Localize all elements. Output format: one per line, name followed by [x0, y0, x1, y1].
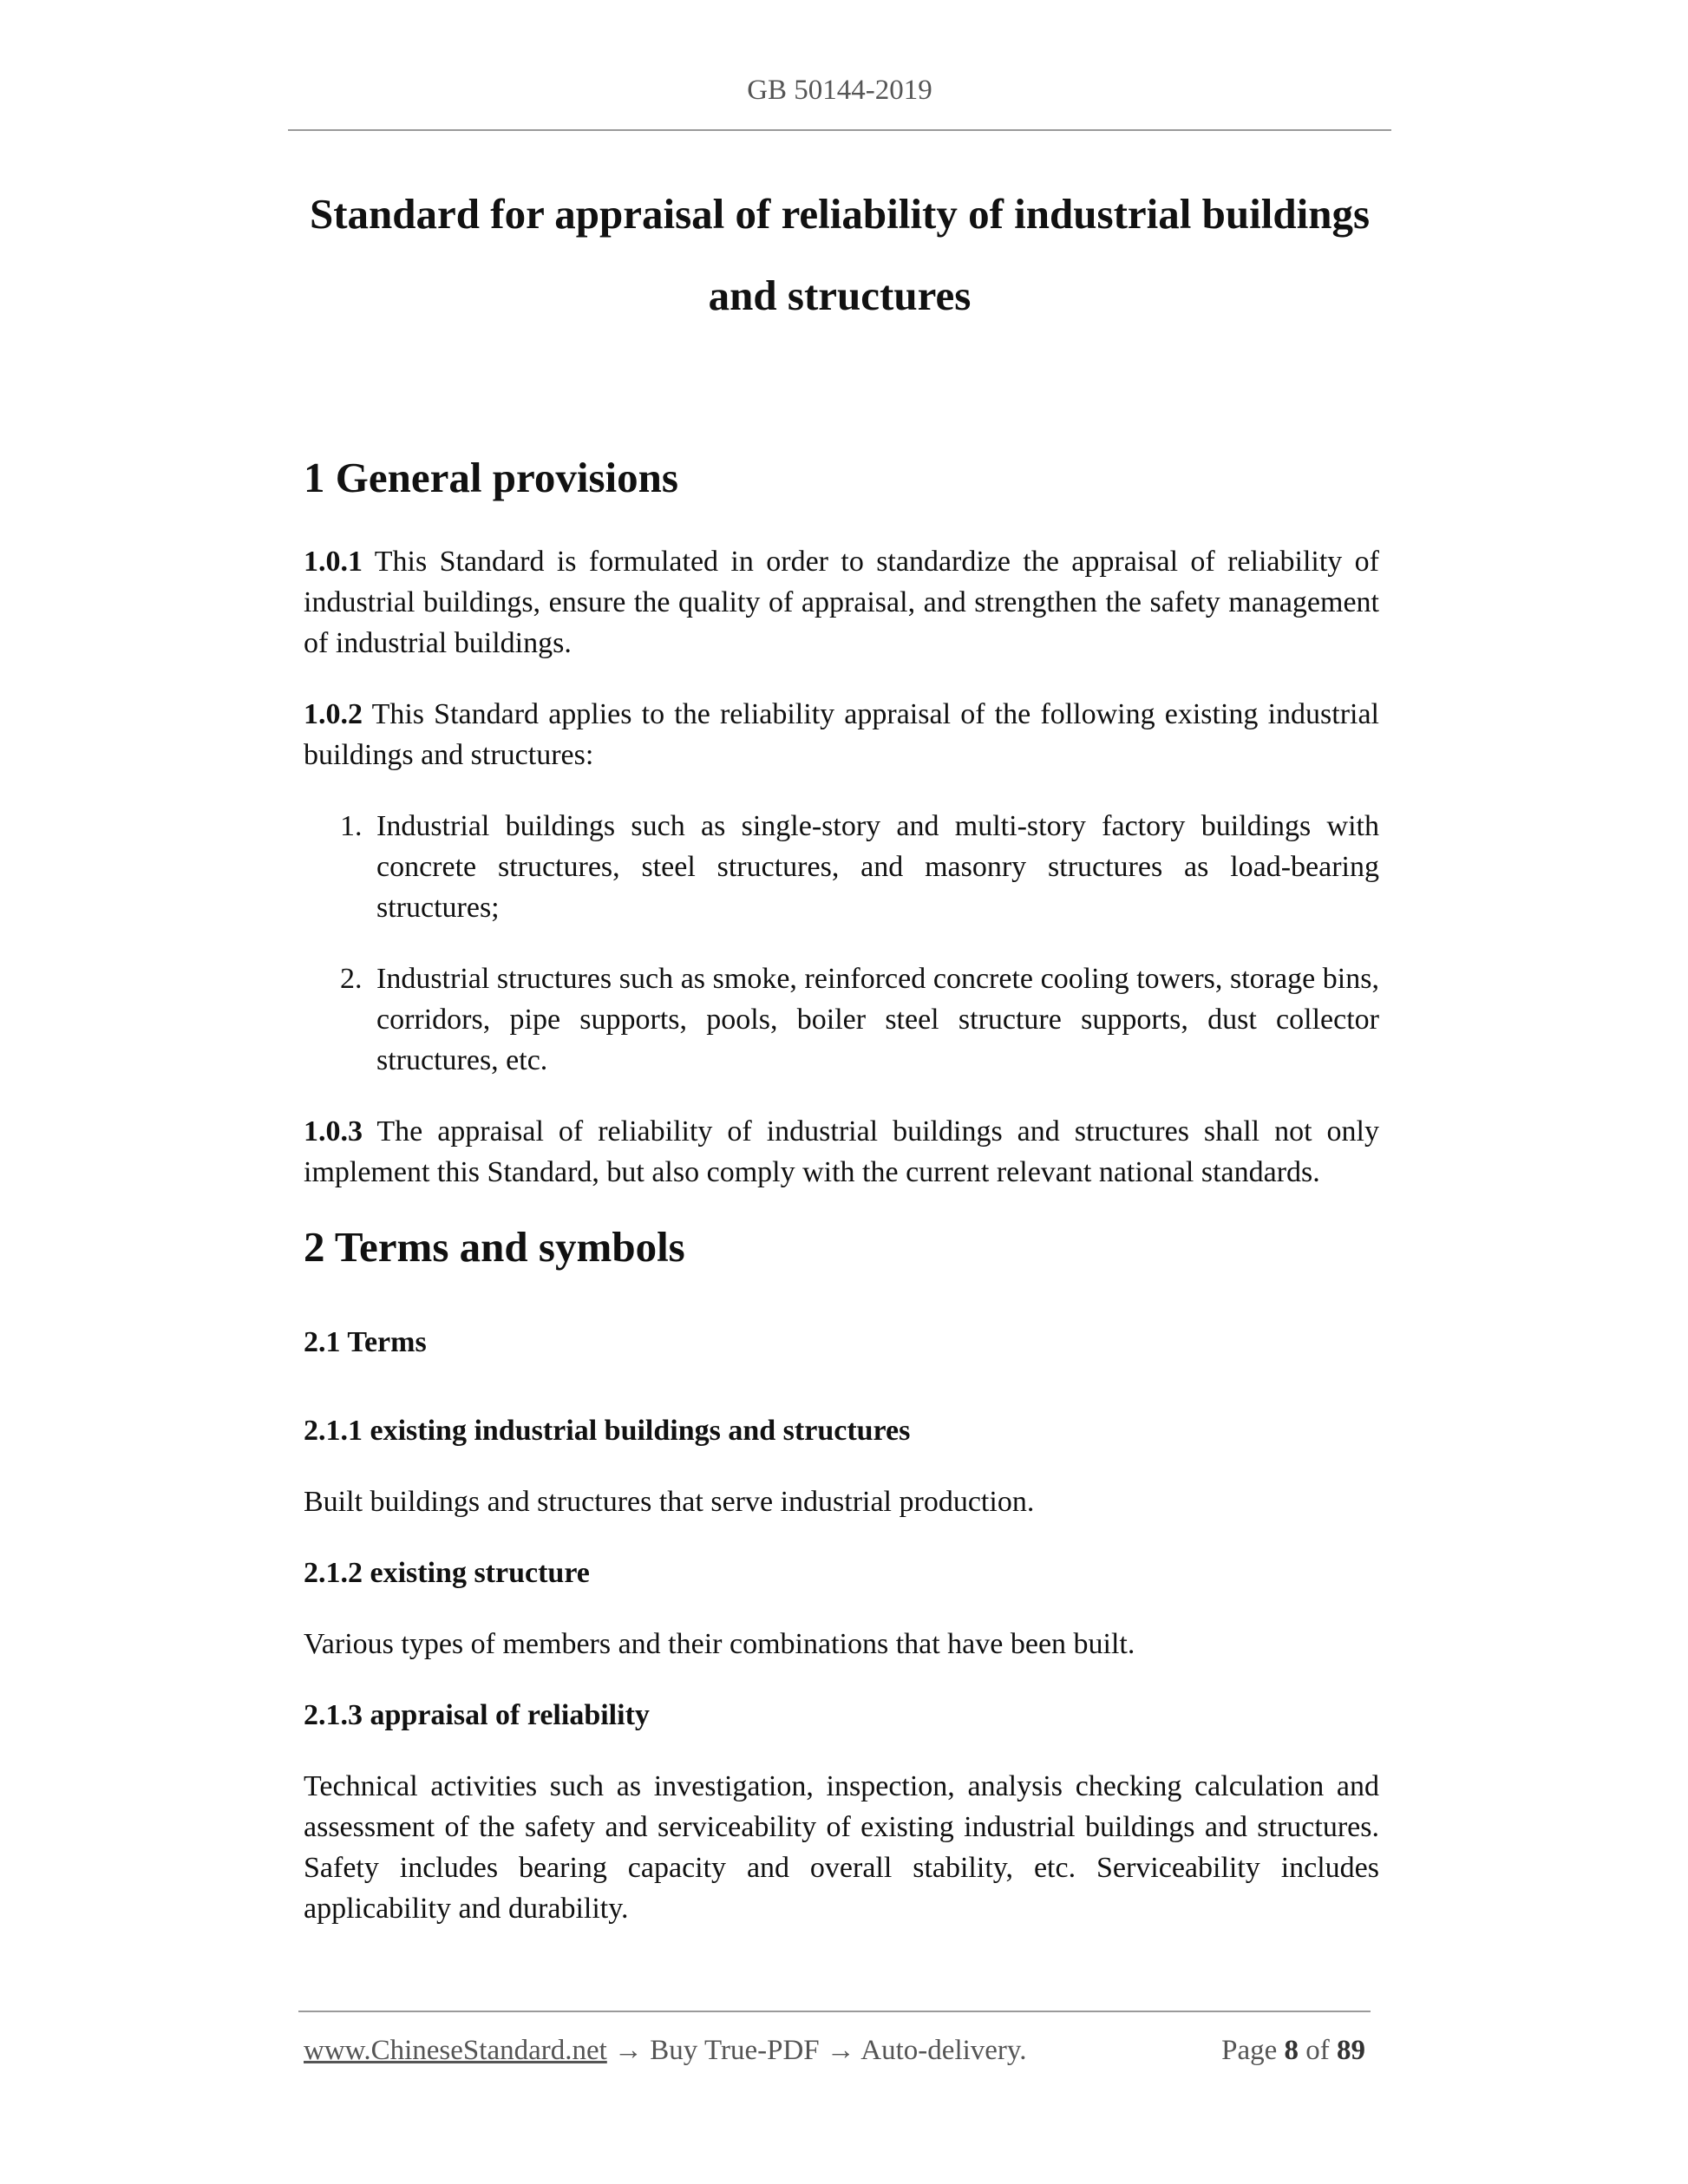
document-title	[288, 173, 1391, 337]
clause-number: 1.0.1	[304, 546, 363, 578]
title-line-2: and structures	[708, 271, 972, 319]
clause-number: 1.0.3	[304, 1115, 363, 1148]
purchase-note: → Buy True-PDF → Auto-delivery.	[614, 2035, 1027, 2066]
list-item	[340, 958, 1379, 1081]
footer-divider	[298, 2011, 1371, 2012]
clause-1-0-2	[304, 694, 1379, 775]
clause-text: This Standard is formulated in order to standardize the appraisal of reliability of industrial buildings, ensure the quality of appraisal, and strengthen the safety management of industrial buildings.	[304, 546, 1379, 659]
clause-text: This Standard applies to the reliability appraisal of the following existing industrial buildings and structures:	[304, 698, 1379, 771]
list-number: 2.	[340, 963, 363, 995]
clause-number: 1.0.2	[304, 698, 363, 730]
clause-text: The appraisal of reliability of industrial buildings and structures shall not only implement this Standard, but also comply with the current relevant national standards.	[304, 1115, 1379, 1188]
header-divider	[288, 129, 1391, 131]
chapter-2-heading: 2 Terms and symbols	[304, 1223, 685, 1271]
page-label: Page	[1221, 2035, 1278, 2066]
clause-1-0-1	[304, 541, 1379, 664]
website-link[interactable]: www.ChineseStandard.net	[304, 2035, 607, 2066]
section-2-1-heading: 2.1 Terms	[304, 1326, 427, 1358]
clause-1-0-3	[304, 1111, 1379, 1193]
term-2-1-1-definition: Built buildings and structures that serve industrial production.	[304, 1486, 1035, 1518]
term-2-1-2-definition: Various types of members and their combinations that have been built.	[304, 1628, 1135, 1660]
title-line-1: Standard for appraisal of reliability of industrial buildings	[309, 190, 1371, 238]
page-footer	[304, 2031, 1371, 2070]
document-body	[304, 449, 1379, 1929]
term-2-1-3-definition: Technical activities such as investigation, inspection, analysis checking calculation and assessment of the safety and serviceability of existing industrial buildings and structures. Safety includes bearing capacity and overall stability, etc. Serviceability includes applicability and durability.	[304, 1770, 1379, 1925]
chapter-1-heading: 1 General provisions	[304, 454, 678, 501]
list-item	[340, 806, 1379, 928]
list-text: Industrial structures such as smoke, reinforced concrete cooling towers, storage bins, corridors, pipe supports, pools, boiler steel structure supports, dust collector structures, etc.	[376, 963, 1379, 1076]
list-number: 1.	[340, 810, 363, 842]
term-2-1-3-heading: 2.1.3 appraisal of reliability	[304, 1699, 650, 1731]
term-2-1-2-heading: 2.1.2 existing structure	[304, 1557, 590, 1589]
current-page-number: 8	[1284, 2035, 1299, 2066]
of-label: of	[1305, 2035, 1330, 2066]
total-pages-number: 89	[1337, 2035, 1365, 2066]
term-2-1-1-heading: 2.1.1 existing industrial buildings and structures	[304, 1415, 911, 1447]
document-number-header: GB 50144-2019	[747, 75, 932, 106]
page-indicator	[1221, 2031, 1365, 2070]
list-text: Industrial buildings such as single-story and multi-story factory buildings with concrete structures, steel structures, and masonry structures as load-bearing structures;	[376, 810, 1379, 924]
